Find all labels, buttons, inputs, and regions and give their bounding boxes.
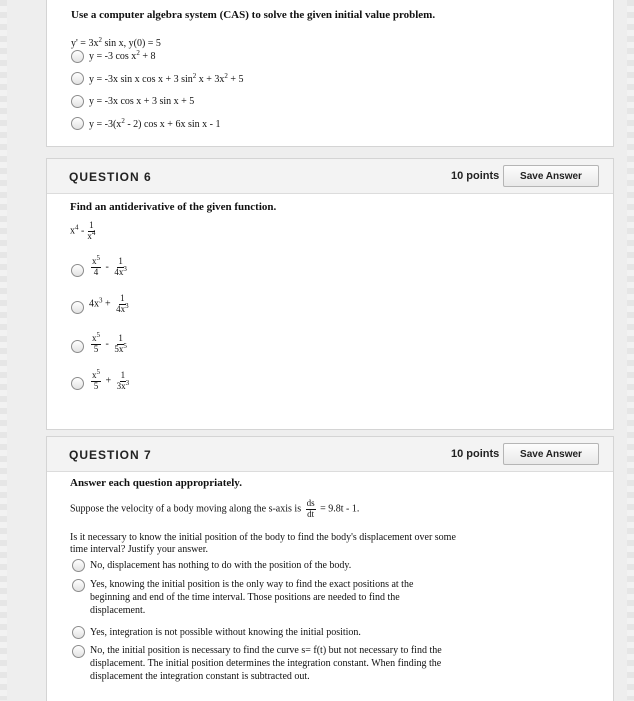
answer-radio-a[interactable] [71, 50, 84, 63]
answer-radio-d[interactable] [71, 117, 84, 130]
question-6-function: $x^4$ - $\frac{1}{x^4}$ [70, 220, 96, 241]
question-6-points: 10 points [451, 170, 500, 182]
question-7-points: 10 points [451, 448, 500, 460]
question-6-option-a[interactable]: $\frac{x^5}{4}$ - $\frac{1}{4x^3}$ [92, 254, 127, 277]
answer-radio-c[interactable] [71, 95, 84, 108]
stem-fraction-denominator: dt [307, 508, 315, 519]
question-6-option-d[interactable]: $\frac{x^5}{5}$ + $\frac{1}{3x^3}$ [92, 368, 130, 391]
question-7-title: QUESTION 7 [69, 448, 152, 462]
question-6-option-c[interactable]: $\frac{x^5}{5}$ - $\frac{1}{5x^5}$ [92, 331, 127, 354]
question-7-stem [70, 499, 359, 520]
question-6-title: QUESTION 6 [69, 170, 152, 184]
question-7-option-b[interactable]: Yes, knowing the initial position is the only way to find the exact positions at the beginning and end of the time interval. Those positions are needed to find the displacement. [90, 579, 414, 616]
question-5-card [46, 0, 614, 147]
page-stripe-right [627, 0, 634, 700]
question-6-radio-c[interactable] [71, 340, 84, 353]
question-7-option-c[interactable]: Yes, integration is not possible without knowing the initial position. [90, 627, 361, 638]
question-7-stem-prefix: Suppose the velocity of a body moving along the s-axis is [70, 503, 302, 515]
question-7-radio-b[interactable] [72, 579, 85, 592]
problem-statement: $y' = 3x^2$ sin x, y(0) = 5 [71, 36, 161, 49]
question-7-radio-a[interactable] [72, 559, 85, 572]
question-6-radio-b[interactable] [71, 301, 84, 314]
question-7-card [46, 436, 614, 701]
question-7-stem-suffix: = 9.8t - 1. [320, 503, 360, 515]
question-instruction: Use a computer algebra system (CAS) to solve the given initial value problem. [71, 9, 436, 21]
question-6-header [47, 159, 613, 194]
question-7-option-a[interactable]: No, displacement has nothing to do with the position of the body. [90, 560, 352, 571]
question-6-option-b[interactable]: $4x^3$ + $\frac{1}{4x^3}$ [89, 293, 129, 314]
answer-option-a[interactable]: y = -3 $\cos x^2 + 8$ [89, 49, 156, 62]
page-stripe-left [0, 0, 7, 700]
answer-option-d[interactable]: $y = -3(x^2 - 2)$ cos x + 6x sin x - 1 [89, 117, 221, 130]
question-7-prompt: Is it necessary to know the initial position of the body to find the body's displacement over some time interval? Justify your answer. [70, 532, 456, 555]
question-7-option-d[interactable]: No, the initial position is necessary to find the curve s= f(t) but not necessary to find the displacement. The initial position determines the integration constant. When finding the displacement the integration constant is subtracted out. [90, 645, 442, 682]
question-6-radio-a[interactable] [71, 264, 84, 277]
question-6-save-button[interactable]: Save Answer [503, 165, 599, 187]
stem-fraction-numerator: ds [306, 498, 315, 508]
question-7-save-button[interactable]: Save Answer [503, 443, 599, 465]
question-7-radio-d[interactable] [72, 645, 85, 658]
question-7-radio-c[interactable] [72, 626, 85, 639]
answer-option-c[interactable]: y = -3x cos x + 3 sin x + 5 [89, 96, 195, 107]
answer-radio-b[interactable] [71, 72, 84, 85]
answer-option-b[interactable]: y = -3x sin x cos x + 3 $\sin^2 x + 3x^2 + 5$ [89, 72, 244, 85]
question-6-radio-d[interactable] [71, 377, 84, 390]
question-7-instruction: Answer each question appropriately. [70, 477, 242, 489]
question-6-instruction: Find an antiderivative of the given function. [70, 201, 277, 213]
question-7-header [47, 437, 613, 472]
question-6-card [46, 158, 614, 430]
